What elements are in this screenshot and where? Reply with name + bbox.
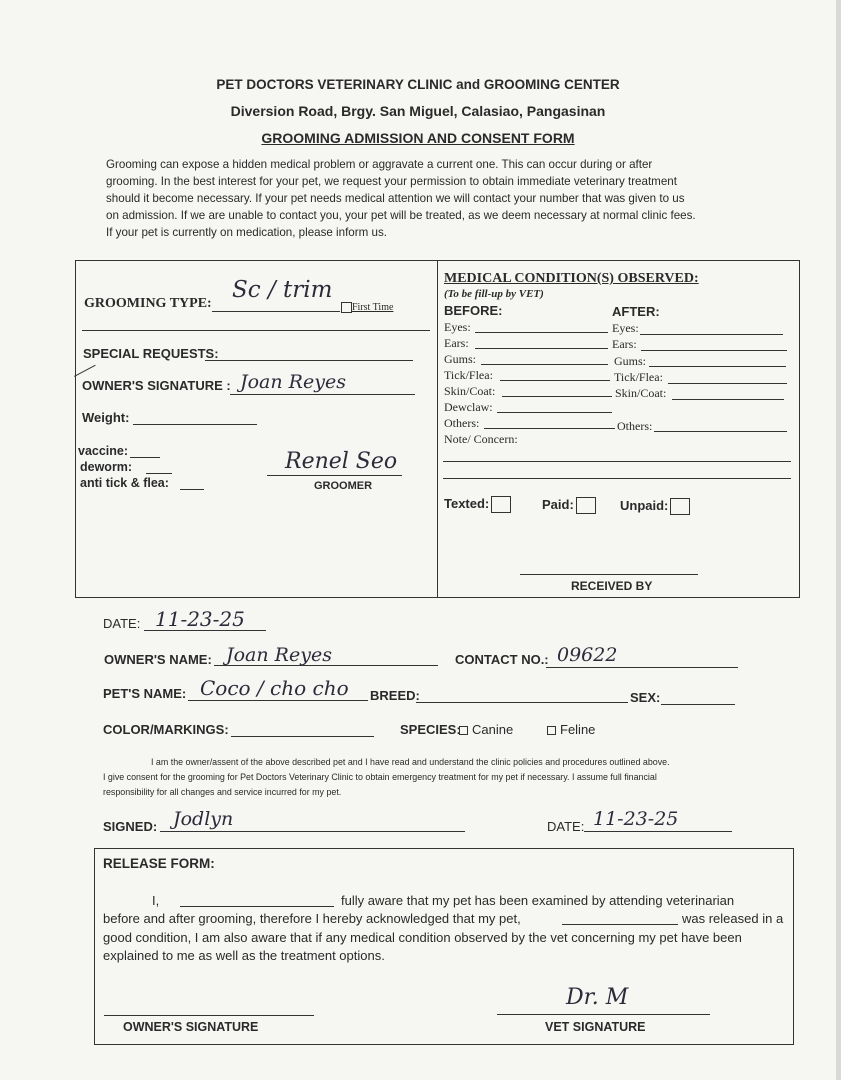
- before-eyes-line[interactable]: [475, 332, 608, 333]
- first-time-label: First Time: [352, 302, 394, 313]
- before-label: BEFORE:: [444, 303, 503, 318]
- before-dewclaw-label: Dewclaw:: [444, 400, 493, 414]
- intro-line: Grooming can expose a hidden medical problem or aggravate a current one. This can occur during or after: [106, 158, 653, 171]
- feline-label: Feline: [560, 722, 596, 737]
- date-label: DATE:: [103, 616, 141, 631]
- first-time-option[interactable]: [341, 302, 393, 313]
- release-line-2b: was released in a: [682, 911, 784, 926]
- clinic-address: Diversion Road, Brgy. San Miguel, Calasiao, Pangasinan: [230, 103, 606, 119]
- weight-label: Weight:: [82, 410, 130, 425]
- pet-name-label: PET'S NAME:: [103, 686, 187, 701]
- texted-label: Texted:: [444, 496, 490, 511]
- after-label: AFTER:: [612, 304, 660, 319]
- consent-date-label: DATE:: [547, 819, 585, 834]
- signed-label: SIGNED:: [103, 819, 158, 834]
- received-by-line[interactable]: [520, 574, 698, 575]
- after-others-line[interactable]: [654, 431, 787, 432]
- groomer-signature[interactable]: Renel Seo: [285, 449, 398, 474]
- weight-line[interactable]: [133, 424, 257, 425]
- color-markings-line[interactable]: [231, 736, 374, 737]
- consent-date-value[interactable]: 11-23-25: [593, 808, 679, 830]
- release-form-title: RELEASE FORM:: [103, 856, 215, 871]
- signed-value[interactable]: Jodlyn: [173, 808, 234, 830]
- before-gums-label: Gums:: [444, 352, 477, 366]
- owner-signature-value[interactable]: Joan Reyes: [240, 371, 346, 393]
- groomer-label: GROOMER: [314, 480, 373, 492]
- canine-checkbox[interactable]: [459, 726, 468, 735]
- before-skin-label: Skin/Coat:: [444, 384, 496, 398]
- vet-signature-line: [497, 1014, 710, 1015]
- paid-option[interactable]: [542, 497, 596, 514]
- owner-signature-line: [230, 394, 415, 395]
- clinic-name: PET DOCTORS VETERINARY CLINIC and GROOMING CENTER: [216, 77, 620, 92]
- before-gums-line[interactable]: [481, 364, 608, 365]
- table-divider: [437, 261, 438, 597]
- paid-checkbox[interactable]: [576, 497, 596, 514]
- anti-tick-label: anti tick & flea:: [80, 476, 169, 490]
- after-eyes-label: Eyes:: [612, 321, 639, 335]
- intro-line: grooming. In the best interest for your pet, we request your permission to obtain immediate veterinary treatment: [106, 175, 677, 188]
- special-requests-label: SPECIAL REQUESTS:: [83, 346, 219, 361]
- grooming-type-line: [212, 311, 340, 312]
- owner-name-value[interactable]: Joan Reyes: [226, 644, 332, 666]
- date-line: [144, 630, 266, 631]
- pet-name-line: [188, 700, 368, 701]
- consent-line-3: responsibility for all changes and service incurred for my pet.: [103, 787, 342, 797]
- breed-label: BREED:: [370, 688, 420, 703]
- color-markings-label: COLOR/MARKINGS:: [103, 722, 229, 737]
- breed-line[interactable]: [416, 702, 628, 703]
- release-line-2a: before and after grooming, therefore I hereby acknowledged that my pet,: [103, 911, 521, 926]
- feline-checkbox[interactable]: [547, 726, 556, 735]
- date-value[interactable]: 11-23-25: [155, 607, 245, 631]
- vet-signature-label: VET SIGNATURE: [545, 1020, 646, 1034]
- vaccine-line[interactable]: [130, 457, 160, 458]
- owner-name-label: OWNER'S NAME:: [104, 652, 212, 667]
- owner-signature-release-label: OWNER'S SIGNATURE: [123, 1020, 259, 1034]
- contact-label: CONTACT NO.:: [455, 652, 549, 667]
- special-requests-line[interactable]: [205, 360, 413, 361]
- vet-subtitle: (To be fill-up by VET): [444, 288, 544, 300]
- consent-line-2: I give consent for the grooming for Pet Doctors Veterinary Clinic to obtain emergency treatment for my pet if necessary. I assume full financial: [103, 772, 657, 782]
- after-tick-label: Tick/Flea:: [614, 370, 663, 384]
- grooming-type-value[interactable]: Sc / trim: [232, 277, 333, 303]
- deworm-line[interactable]: [146, 473, 172, 474]
- deworm-label: deworm:: [80, 460, 133, 474]
- sex-line[interactable]: [661, 704, 735, 705]
- anti-tick-line[interactable]: [180, 489, 204, 490]
- intro-line: should it become necessary. If your pet needs medical attention we will contact your number that was given to us: [106, 192, 685, 205]
- note-line-2[interactable]: [443, 478, 791, 479]
- release-line-1a: I,: [152, 893, 160, 908]
- after-others-label: Others:: [617, 419, 653, 433]
- texted-checkbox[interactable]: [491, 496, 511, 513]
- before-dewclaw-line[interactable]: [497, 412, 612, 413]
- form-title: GROOMING ADMISSION AND CONSENT FORM: [261, 130, 575, 146]
- intro-line: on admission. If we are unable to contact you, your pet will be treated, as we deem necessary at normal clinic fees.: [106, 209, 696, 222]
- texted-option[interactable]: [444, 496, 511, 513]
- canine-option[interactable]: [459, 722, 513, 737]
- after-skin-label: Skin/Coat:: [615, 386, 667, 400]
- vaccine-label: vaccine:: [78, 444, 129, 458]
- owner-signature-release-line[interactable]: [104, 1015, 314, 1016]
- before-ears-label: Ears:: [444, 336, 469, 350]
- intro-line: If your pet is currently on medication, please inform us.: [106, 226, 387, 239]
- groomer-line: [267, 475, 402, 476]
- medical-condition-title: MEDICAL CONDITION(S) OBSERVED:: [444, 271, 699, 286]
- owner-signature-label: OWNER'S SIGNATURE :: [82, 378, 231, 393]
- before-others-label: Others:: [444, 416, 480, 430]
- before-tick-label: Tick/Flea:: [444, 368, 493, 382]
- consent-line-1: I am the owner/assent of the above described pet and I have read and understand the clinic policies and procedures outlined above.: [151, 757, 670, 767]
- grooming-type-extra-line: [82, 330, 430, 331]
- unpaid-checkbox[interactable]: [670, 498, 690, 515]
- first-time-checkbox[interactable]: [341, 302, 352, 313]
- contact-line: [546, 667, 738, 668]
- grooming-type-label: GROOMING TYPE:: [84, 296, 212, 311]
- paid-label: Paid:: [542, 497, 574, 512]
- intro-paragraph: [106, 156, 742, 241]
- after-ears-label: Ears:: [612, 337, 637, 351]
- sex-label: SEX:: [630, 690, 661, 705]
- feline-option[interactable]: [547, 722, 595, 737]
- before-ears-line[interactable]: [475, 348, 608, 349]
- signed-line: [160, 831, 465, 832]
- unpaid-option[interactable]: [620, 498, 690, 515]
- before-tick-line[interactable]: [500, 380, 610, 381]
- before-others-line[interactable]: [484, 428, 615, 429]
- before-eyes-label: Eyes:: [444, 320, 471, 334]
- before-skin-line[interactable]: [502, 396, 612, 397]
- release-pet-name-line[interactable]: [562, 924, 678, 925]
- after-skin-line[interactable]: [672, 399, 784, 400]
- species-label: SPECIES:: [400, 722, 461, 737]
- after-ears-line[interactable]: [641, 350, 787, 351]
- release-line-3: good condition, I am also aware that if any medical condition observed by the vet concerning my pet have been: [103, 930, 742, 945]
- received-by-label: RECEIVED BY: [571, 579, 653, 593]
- unpaid-label: Unpaid:: [620, 498, 669, 513]
- canine-label: Canine: [472, 722, 514, 737]
- after-eyes-line[interactable]: [640, 334, 783, 335]
- contact-value[interactable]: 09622: [557, 644, 618, 666]
- note-line-1[interactable]: [443, 461, 791, 462]
- consent-date-line: [584, 831, 732, 832]
- release-line-4: explained to me as well as the treatment options.: [103, 948, 385, 963]
- after-gums-line[interactable]: [649, 366, 786, 367]
- release-owner-name-line[interactable]: [180, 906, 334, 907]
- after-tick-line[interactable]: [668, 383, 787, 384]
- vet-signature-value[interactable]: Dr. M: [566, 985, 629, 1010]
- release-line-1b: fully aware that my pet has been examined by attending veterinarian: [341, 893, 735, 908]
- owner-name-line: [214, 665, 438, 666]
- note-label: Note/ Concern:: [444, 432, 518, 446]
- after-gums-label: Gums:: [614, 354, 647, 368]
- pet-name-value[interactable]: Coco / cho cho: [200, 676, 349, 700]
